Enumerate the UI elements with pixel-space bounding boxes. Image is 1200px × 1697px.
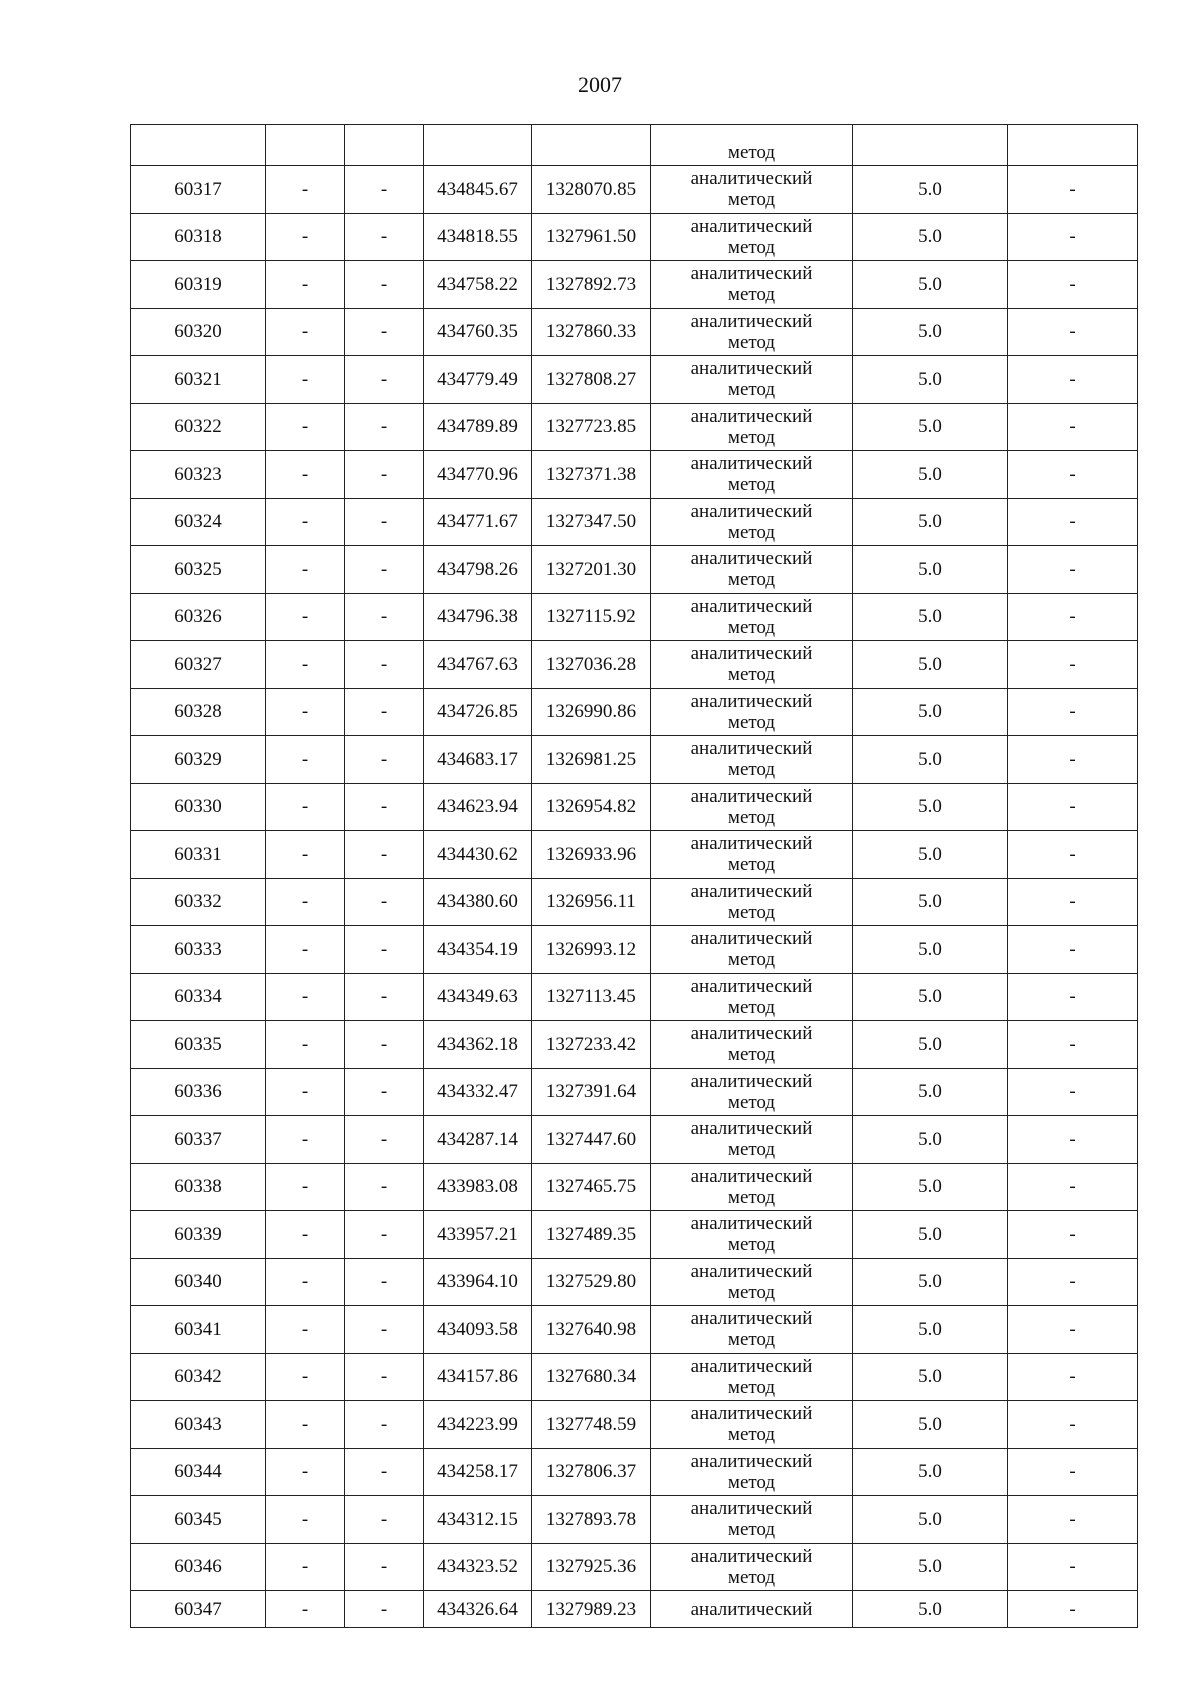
accuracy-cell: 5.0 xyxy=(853,261,1008,309)
dash-cell: - xyxy=(1008,1448,1138,1496)
point-number-cell: 60346 xyxy=(131,1543,266,1591)
dash-cell: - xyxy=(266,1543,345,1591)
y-coordinate-cell: 1327989.23 xyxy=(532,1591,651,1628)
method-cell: аналитический метод xyxy=(651,783,853,831)
method-cell: аналитический метод xyxy=(651,308,853,356)
dash-cell: - xyxy=(1008,878,1138,926)
dash-cell: - xyxy=(266,308,345,356)
method-cell: аналитический метод xyxy=(651,261,853,309)
dash-cell: - xyxy=(345,688,424,736)
dash-cell: - xyxy=(266,213,345,261)
accuracy-cell: 5.0 xyxy=(853,1116,1008,1164)
x-coordinate-cell: 434093.58 xyxy=(424,1306,532,1354)
dash-cell: - xyxy=(345,593,424,641)
x-coordinate-cell: 434354.19 xyxy=(424,926,532,974)
accuracy-cell: 5.0 xyxy=(853,213,1008,261)
accuracy-cell: 5.0 xyxy=(853,498,1008,546)
dash-cell: - xyxy=(1008,1258,1138,1306)
point-number-cell: 60331 xyxy=(131,831,266,879)
dash-cell: - xyxy=(345,1353,424,1401)
method-cell: аналитический метод xyxy=(651,973,853,1021)
point-number-cell: 60320 xyxy=(131,308,266,356)
dash-cell: - xyxy=(345,403,424,451)
point-number-cell: 60322 xyxy=(131,403,266,451)
table-row xyxy=(131,1258,1138,1306)
dash-cell: - xyxy=(1008,403,1138,451)
method-cell: аналитический метод xyxy=(651,1543,853,1591)
x-coordinate-cell: 433957.21 xyxy=(424,1211,532,1259)
x-coordinate-cell: 434758.22 xyxy=(424,261,532,309)
x-coordinate-cell: 434258.17 xyxy=(424,1448,532,1496)
dash-cell: - xyxy=(345,261,424,309)
y-coordinate-cell: 1327447.60 xyxy=(532,1116,651,1164)
accuracy-cell: 5.0 xyxy=(853,736,1008,784)
accuracy-cell: 5.0 xyxy=(853,546,1008,594)
dash-cell: - xyxy=(266,1258,345,1306)
x-coordinate-cell: 434430.62 xyxy=(424,831,532,879)
method-cell: аналитический метод xyxy=(651,356,853,404)
point-number-cell: 60344 xyxy=(131,1448,266,1496)
accuracy-cell: 5.0 xyxy=(853,403,1008,451)
point-number-cell: 60325 xyxy=(131,546,266,594)
y-coordinate-cell: 1327391.64 xyxy=(532,1068,651,1116)
point-number-cell: 60319 xyxy=(131,261,266,309)
dash-cell: - xyxy=(1008,736,1138,784)
x-coordinate-cell: 434771.67 xyxy=(424,498,532,546)
y-coordinate-cell: 1327806.37 xyxy=(532,1448,651,1496)
dash-cell: - xyxy=(266,1211,345,1259)
accuracy-cell: 5.0 xyxy=(853,878,1008,926)
point-number-cell: 60336 xyxy=(131,1068,266,1116)
dash-cell: - xyxy=(345,356,424,404)
point-number-cell: 60342 xyxy=(131,1353,266,1401)
table-row xyxy=(131,498,1138,546)
accuracy-cell: 5.0 xyxy=(853,1543,1008,1591)
point-number-cell: 60324 xyxy=(131,498,266,546)
x-coordinate-cell: 434796.38 xyxy=(424,593,532,641)
table-row xyxy=(131,1306,1138,1354)
y-coordinate-cell: 1327115.92 xyxy=(532,593,651,641)
continued-row xyxy=(131,125,1138,166)
y-coordinate-cell: 1327925.36 xyxy=(532,1543,651,1591)
x-coordinate-cell: 434683.17 xyxy=(424,736,532,784)
dash-cell: - xyxy=(345,166,424,214)
table-row xyxy=(131,1591,1138,1628)
point-number-cell: 60328 xyxy=(131,688,266,736)
point-number-cell: 60341 xyxy=(131,1306,266,1354)
method-cell: аналитический метод xyxy=(651,641,853,689)
dash-cell: - xyxy=(345,308,424,356)
dash-cell: - xyxy=(266,1353,345,1401)
dash-cell: - xyxy=(266,403,345,451)
cell-empty xyxy=(345,125,424,166)
cell-empty xyxy=(131,125,266,166)
dash-cell: - xyxy=(1008,498,1138,546)
y-coordinate-cell: 1327529.80 xyxy=(532,1258,651,1306)
dash-cell: - xyxy=(266,593,345,641)
table-row xyxy=(131,1543,1138,1591)
dash-cell: - xyxy=(345,783,424,831)
table-row xyxy=(131,1068,1138,1116)
dash-cell: - xyxy=(1008,1306,1138,1354)
point-number-cell: 60334 xyxy=(131,973,266,1021)
dash-cell: - xyxy=(1008,688,1138,736)
page-number: 2007 xyxy=(578,72,622,97)
x-coordinate-cell: 434326.64 xyxy=(424,1591,532,1628)
x-coordinate-cell: 434287.14 xyxy=(424,1116,532,1164)
dash-cell: - xyxy=(266,736,345,784)
dash-cell: - xyxy=(345,1116,424,1164)
accuracy-cell: 5.0 xyxy=(853,1021,1008,1069)
y-coordinate-cell: 1326933.96 xyxy=(532,831,651,879)
dash-cell: - xyxy=(266,1496,345,1544)
dash-cell: - xyxy=(1008,1211,1138,1259)
method-cell: аналитический метод xyxy=(651,498,853,546)
method-cell: аналитический метод xyxy=(651,451,853,499)
method-cell: аналитический метод xyxy=(651,926,853,974)
table-row xyxy=(131,356,1138,404)
point-number-cell: 60337 xyxy=(131,1116,266,1164)
y-coordinate-cell: 1327233.42 xyxy=(532,1021,651,1069)
accuracy-cell: 5.0 xyxy=(853,1211,1008,1259)
method-cell: аналитический метод xyxy=(651,546,853,594)
accuracy-cell: 5.0 xyxy=(853,166,1008,214)
y-coordinate-cell: 1327748.59 xyxy=(532,1401,651,1449)
table-row xyxy=(131,973,1138,1021)
dash-cell: - xyxy=(1008,166,1138,214)
y-coordinate-cell: 1327201.30 xyxy=(532,546,651,594)
table-row xyxy=(131,831,1138,879)
method-cell: аналитический метод xyxy=(651,1401,853,1449)
dash-cell: - xyxy=(1008,308,1138,356)
table-row xyxy=(131,1496,1138,1544)
dash-cell: - xyxy=(1008,1401,1138,1449)
table-row xyxy=(131,1116,1138,1164)
point-number-cell: 60343 xyxy=(131,1401,266,1449)
table-row xyxy=(131,546,1138,594)
method-cell: аналитический xyxy=(651,1591,853,1628)
y-coordinate-cell: 1327860.33 xyxy=(532,308,651,356)
dash-cell: - xyxy=(1008,261,1138,309)
dash-cell: - xyxy=(266,783,345,831)
cell-empty xyxy=(424,125,532,166)
dash-cell: - xyxy=(266,1116,345,1164)
dash-cell: - xyxy=(345,1021,424,1069)
dash-cell: - xyxy=(266,926,345,974)
x-coordinate-cell: 434760.35 xyxy=(424,308,532,356)
y-coordinate-cell: 1327036.28 xyxy=(532,641,651,689)
y-coordinate-cell: 1326956.11 xyxy=(532,878,651,926)
accuracy-cell: 5.0 xyxy=(853,1068,1008,1116)
method-cell: аналитический метод xyxy=(651,1306,853,1354)
point-number-cell: 60329 xyxy=(131,736,266,784)
x-coordinate-cell: 433983.08 xyxy=(424,1163,532,1211)
method-cell: аналитический метод xyxy=(651,593,853,641)
dash-cell: - xyxy=(345,1211,424,1259)
method-cell: аналитический метод xyxy=(651,213,853,261)
method-cell: аналитический метод xyxy=(651,1496,853,1544)
cell-empty xyxy=(532,125,651,166)
dash-cell: - xyxy=(345,1543,424,1591)
y-coordinate-cell: 1327680.34 xyxy=(532,1353,651,1401)
point-number-cell: 60335 xyxy=(131,1021,266,1069)
point-number-cell: 60318 xyxy=(131,213,266,261)
x-coordinate-cell: 434312.15 xyxy=(424,1496,532,1544)
coordinates-table xyxy=(130,124,1138,1628)
method-cell: аналитический метод xyxy=(651,1258,853,1306)
accuracy-cell: 5.0 xyxy=(853,1353,1008,1401)
accuracy-cell: 5.0 xyxy=(853,1306,1008,1354)
accuracy-cell: 5.0 xyxy=(853,1591,1008,1628)
accuracy-cell: 5.0 xyxy=(853,308,1008,356)
y-coordinate-cell: 1327723.85 xyxy=(532,403,651,451)
table-row xyxy=(131,308,1138,356)
dash-cell: - xyxy=(345,546,424,594)
y-coordinate-cell: 1326993.12 xyxy=(532,926,651,974)
dash-cell: - xyxy=(1008,1591,1138,1628)
method-cell: аналитический метод xyxy=(651,688,853,736)
dash-cell: - xyxy=(266,1021,345,1069)
dash-cell: - xyxy=(1008,641,1138,689)
method-cell: аналитический метод xyxy=(651,1163,853,1211)
x-coordinate-cell: 434770.96 xyxy=(424,451,532,499)
dash-cell: - xyxy=(345,1496,424,1544)
dash-cell: - xyxy=(1008,546,1138,594)
dash-cell: - xyxy=(1008,213,1138,261)
point-number-cell: 60321 xyxy=(131,356,266,404)
dash-cell: - xyxy=(266,973,345,1021)
point-number-cell: 60338 xyxy=(131,1163,266,1211)
dash-cell: - xyxy=(266,878,345,926)
cell-empty xyxy=(853,125,1008,166)
method-cell: аналитический метод xyxy=(651,1353,853,1401)
dash-cell: - xyxy=(266,688,345,736)
dash-cell: - xyxy=(266,1068,345,1116)
accuracy-cell: 5.0 xyxy=(853,593,1008,641)
dash-cell: - xyxy=(266,261,345,309)
y-coordinate-cell: 1326990.86 xyxy=(532,688,651,736)
dash-cell: - xyxy=(345,736,424,784)
dash-cell: - xyxy=(345,926,424,974)
y-coordinate-cell: 1327465.75 xyxy=(532,1163,651,1211)
dash-cell: - xyxy=(345,641,424,689)
x-coordinate-cell: 434332.47 xyxy=(424,1068,532,1116)
point-number-cell: 60323 xyxy=(131,451,266,499)
accuracy-cell: 5.0 xyxy=(853,973,1008,1021)
method-cell: аналитический метод xyxy=(651,878,853,926)
point-number-cell: 60330 xyxy=(131,783,266,831)
y-coordinate-cell: 1327489.35 xyxy=(532,1211,651,1259)
accuracy-cell: 5.0 xyxy=(853,688,1008,736)
y-coordinate-cell: 1327347.50 xyxy=(532,498,651,546)
table-body xyxy=(131,125,1138,1628)
y-coordinate-cell: 1327808.27 xyxy=(532,356,651,404)
method-cell: аналитический метод xyxy=(651,1116,853,1164)
table-row xyxy=(131,1448,1138,1496)
accuracy-cell: 5.0 xyxy=(853,783,1008,831)
accuracy-cell: 5.0 xyxy=(853,926,1008,974)
accuracy-cell: 5.0 xyxy=(853,641,1008,689)
accuracy-cell: 5.0 xyxy=(853,1448,1008,1496)
dash-cell: - xyxy=(345,1591,424,1628)
table-row xyxy=(131,213,1138,261)
table-row xyxy=(131,1401,1138,1449)
method-cell: аналитический метод xyxy=(651,403,853,451)
point-number-cell: 60327 xyxy=(131,641,266,689)
point-number-cell: 60332 xyxy=(131,878,266,926)
dash-cell: - xyxy=(345,1401,424,1449)
dash-cell: - xyxy=(1008,926,1138,974)
cell-empty xyxy=(1008,125,1138,166)
method-cell: аналитический метод xyxy=(651,831,853,879)
y-coordinate-cell: 1328070.85 xyxy=(532,166,651,214)
dash-cell: - xyxy=(266,498,345,546)
table-row xyxy=(131,641,1138,689)
dash-cell: - xyxy=(1008,973,1138,1021)
dash-cell: - xyxy=(266,641,345,689)
dash-cell: - xyxy=(345,1448,424,1496)
x-coordinate-cell: 434767.63 xyxy=(424,641,532,689)
point-number-cell: 60333 xyxy=(131,926,266,974)
method-cell: аналитический метод xyxy=(651,1211,853,1259)
dash-cell: - xyxy=(266,1163,345,1211)
dash-cell: - xyxy=(345,1068,424,1116)
accuracy-cell: 5.0 xyxy=(853,831,1008,879)
table-row xyxy=(131,688,1138,736)
accuracy-cell: 5.0 xyxy=(853,451,1008,499)
dash-cell: - xyxy=(266,166,345,214)
method-cell: аналитический метод xyxy=(651,736,853,784)
dash-cell: - xyxy=(1008,1543,1138,1591)
x-coordinate-cell: 434362.18 xyxy=(424,1021,532,1069)
dash-cell: - xyxy=(266,1448,345,1496)
dash-cell: - xyxy=(266,1306,345,1354)
dash-cell: - xyxy=(345,1306,424,1354)
table-row xyxy=(131,783,1138,831)
x-coordinate-cell: 434380.60 xyxy=(424,878,532,926)
dash-cell: - xyxy=(266,546,345,594)
dash-cell: - xyxy=(1008,451,1138,499)
dash-cell: - xyxy=(266,1401,345,1449)
dash-cell: - xyxy=(345,1163,424,1211)
y-coordinate-cell: 1327113.45 xyxy=(532,973,651,1021)
point-number-cell: 60339 xyxy=(131,1211,266,1259)
dash-cell: - xyxy=(1008,783,1138,831)
dash-cell: - xyxy=(1008,356,1138,404)
point-number-cell: 60317 xyxy=(131,166,266,214)
table-row xyxy=(131,1211,1138,1259)
method-cell: аналитический метод xyxy=(651,1021,853,1069)
dash-cell: - xyxy=(1008,1353,1138,1401)
x-coordinate-cell: 434623.94 xyxy=(424,783,532,831)
y-coordinate-cell: 1327640.98 xyxy=(532,1306,651,1354)
accuracy-cell: 5.0 xyxy=(853,1401,1008,1449)
y-coordinate-cell: 1326981.25 xyxy=(532,736,651,784)
x-coordinate-cell: 434798.26 xyxy=(424,546,532,594)
x-coordinate-cell: 434845.67 xyxy=(424,166,532,214)
dash-cell: - xyxy=(1008,1163,1138,1211)
x-coordinate-cell: 434726.85 xyxy=(424,688,532,736)
dash-cell: - xyxy=(1008,1496,1138,1544)
dash-cell: - xyxy=(266,356,345,404)
x-coordinate-cell: 434818.55 xyxy=(424,213,532,261)
method-cell: аналитический метод xyxy=(651,1448,853,1496)
table-row xyxy=(131,1353,1138,1401)
method-cell: аналитический метод xyxy=(651,166,853,214)
dash-cell: - xyxy=(345,1258,424,1306)
point-number-cell: 60340 xyxy=(131,1258,266,1306)
table-row xyxy=(131,593,1138,641)
x-coordinate-cell: 433964.10 xyxy=(424,1258,532,1306)
table-row xyxy=(131,1163,1138,1211)
dash-cell: - xyxy=(345,831,424,879)
cell-empty xyxy=(266,125,345,166)
table-row xyxy=(131,403,1138,451)
accuracy-cell: 5.0 xyxy=(853,1258,1008,1306)
accuracy-cell: 5.0 xyxy=(853,1496,1008,1544)
x-coordinate-cell: 434223.99 xyxy=(424,1401,532,1449)
table-row xyxy=(131,1021,1138,1069)
point-number-cell: 60345 xyxy=(131,1496,266,1544)
method-cell: аналитический метод xyxy=(651,1068,853,1116)
y-coordinate-cell: 1327371.38 xyxy=(532,451,651,499)
table-row xyxy=(131,878,1138,926)
dash-cell: - xyxy=(345,451,424,499)
x-coordinate-cell: 434157.86 xyxy=(424,1353,532,1401)
table-row xyxy=(131,451,1138,499)
dash-cell: - xyxy=(345,973,424,1021)
dash-cell: - xyxy=(345,213,424,261)
table-row xyxy=(131,261,1138,309)
dash-cell: - xyxy=(1008,593,1138,641)
point-number-cell: 60326 xyxy=(131,593,266,641)
accuracy-cell: 5.0 xyxy=(853,356,1008,404)
dash-cell: - xyxy=(266,1591,345,1628)
y-coordinate-cell: 1326954.82 xyxy=(532,783,651,831)
x-coordinate-cell: 434789.89 xyxy=(424,403,532,451)
y-coordinate-cell: 1327961.50 xyxy=(532,213,651,261)
dash-cell: - xyxy=(266,451,345,499)
dash-cell: - xyxy=(1008,831,1138,879)
dash-cell: - xyxy=(345,498,424,546)
dash-cell: - xyxy=(1008,1068,1138,1116)
table-row xyxy=(131,926,1138,974)
dash-cell: - xyxy=(345,878,424,926)
table-row xyxy=(131,166,1138,214)
method-cell: метод xyxy=(651,125,853,166)
dash-cell: - xyxy=(266,831,345,879)
dash-cell: - xyxy=(1008,1116,1138,1164)
accuracy-cell: 5.0 xyxy=(853,1163,1008,1211)
point-number-cell: 60347 xyxy=(131,1591,266,1628)
x-coordinate-cell: 434349.63 xyxy=(424,973,532,1021)
y-coordinate-cell: 1327893.78 xyxy=(532,1496,651,1544)
x-coordinate-cell: 434323.52 xyxy=(424,1543,532,1591)
y-coordinate-cell: 1327892.73 xyxy=(532,261,651,309)
dash-cell: - xyxy=(1008,1021,1138,1069)
table-row xyxy=(131,736,1138,784)
x-coordinate-cell: 434779.49 xyxy=(424,356,532,404)
